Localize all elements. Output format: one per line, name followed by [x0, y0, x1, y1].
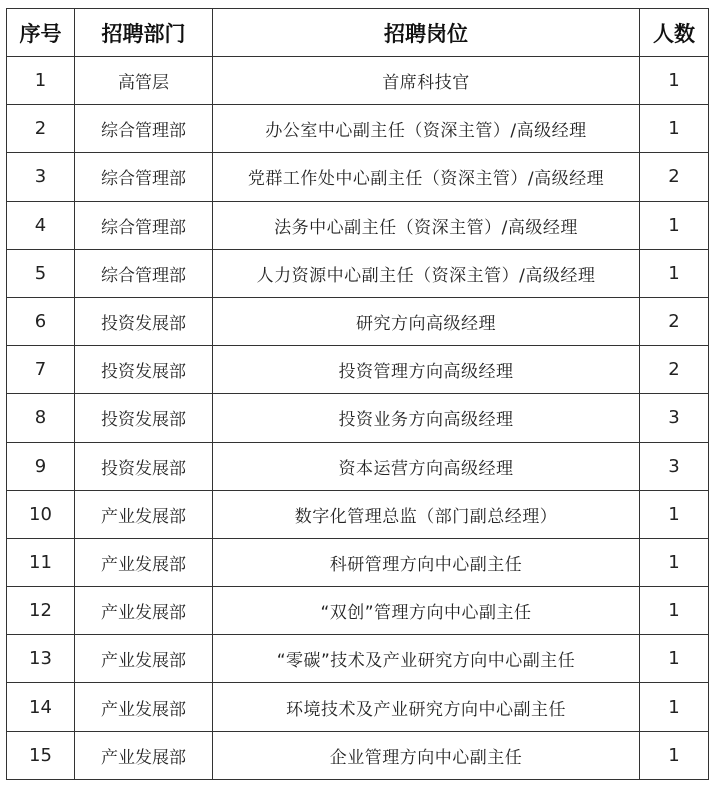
row-no: 11	[7, 538, 75, 586]
table-row	[7, 587, 709, 635]
row-dept: 产业发展部	[75, 635, 213, 683]
row-count: 2	[640, 297, 709, 345]
row-position: 党群工作处中心副主任（资深主管）/高级经理	[213, 153, 640, 201]
table-row	[7, 346, 709, 394]
table-row	[7, 442, 709, 490]
recruitment-table	[6, 8, 709, 780]
row-position: 数字化管理总监（部门副总经理）	[213, 490, 640, 538]
table-row	[7, 297, 709, 345]
row-dept: 高管层	[75, 57, 213, 105]
row-no: 5	[7, 249, 75, 297]
row-position: 研究方向高级经理	[213, 297, 640, 345]
row-position: “双创”管理方向中心副主任	[213, 587, 640, 635]
table-header-row	[7, 9, 709, 57]
table-row	[7, 153, 709, 201]
row-count: 1	[640, 635, 709, 683]
row-count: 1	[640, 731, 709, 779]
row-count: 3	[640, 442, 709, 490]
row-count: 1	[640, 57, 709, 105]
row-no: 14	[7, 683, 75, 731]
table-row	[7, 683, 709, 731]
row-position: 首席科技官	[213, 57, 640, 105]
row-position: 科研管理方向中心副主任	[213, 538, 640, 586]
row-no: 15	[7, 731, 75, 779]
row-count: 2	[640, 346, 709, 394]
header-count: 人数	[640, 9, 709, 57]
row-no: 7	[7, 346, 75, 394]
row-dept: 产业发展部	[75, 683, 213, 731]
row-dept: 投资发展部	[75, 442, 213, 490]
row-dept: 投资发展部	[75, 346, 213, 394]
row-no: 1	[7, 57, 75, 105]
row-dept: 投资发展部	[75, 394, 213, 442]
row-no: 12	[7, 587, 75, 635]
table-row	[7, 105, 709, 153]
row-count: 1	[640, 249, 709, 297]
row-count: 1	[640, 105, 709, 153]
row-dept: 综合管理部	[75, 153, 213, 201]
row-dept: 综合管理部	[75, 249, 213, 297]
row-dept: 产业发展部	[75, 490, 213, 538]
table-row	[7, 635, 709, 683]
row-position: 人力资源中心副主任（资深主管）/高级经理	[213, 249, 640, 297]
row-count: 1	[640, 201, 709, 249]
row-position: 企业管理方向中心副主任	[213, 731, 640, 779]
header-dept: 招聘部门	[75, 9, 213, 57]
row-count: 1	[640, 683, 709, 731]
table-row	[7, 731, 709, 779]
row-dept: 产业发展部	[75, 587, 213, 635]
table-row	[7, 394, 709, 442]
row-no: 9	[7, 442, 75, 490]
row-dept: 产业发展部	[75, 538, 213, 586]
header-position: 招聘岗位	[213, 9, 640, 57]
table-row	[7, 249, 709, 297]
row-position: 法务中心副主任（资深主管）/高级经理	[213, 201, 640, 249]
row-dept: 产业发展部	[75, 731, 213, 779]
table-row	[7, 57, 709, 105]
row-count: 2	[640, 153, 709, 201]
row-no: 13	[7, 635, 75, 683]
row-no: 4	[7, 201, 75, 249]
row-position: 资本运营方向高级经理	[213, 442, 640, 490]
row-dept: 投资发展部	[75, 297, 213, 345]
row-dept: 综合管理部	[75, 105, 213, 153]
row-count: 3	[640, 394, 709, 442]
row-position: 投资管理方向高级经理	[213, 346, 640, 394]
row-count: 1	[640, 490, 709, 538]
row-no: 6	[7, 297, 75, 345]
row-position: 投资业务方向高级经理	[213, 394, 640, 442]
row-no: 10	[7, 490, 75, 538]
row-no: 2	[7, 105, 75, 153]
row-position: 办公室中心副主任（资深主管）/高级经理	[213, 105, 640, 153]
table-row	[7, 201, 709, 249]
row-count: 1	[640, 587, 709, 635]
header-no: 序号	[7, 9, 75, 57]
row-position: 环境技术及产业研究方向中心副主任	[213, 683, 640, 731]
table-row	[7, 490, 709, 538]
row-position: “零碳”技术及产业研究方向中心副主任	[213, 635, 640, 683]
row-no: 3	[7, 153, 75, 201]
row-dept: 综合管理部	[75, 201, 213, 249]
table-row	[7, 538, 709, 586]
row-count: 1	[640, 538, 709, 586]
row-no: 8	[7, 394, 75, 442]
